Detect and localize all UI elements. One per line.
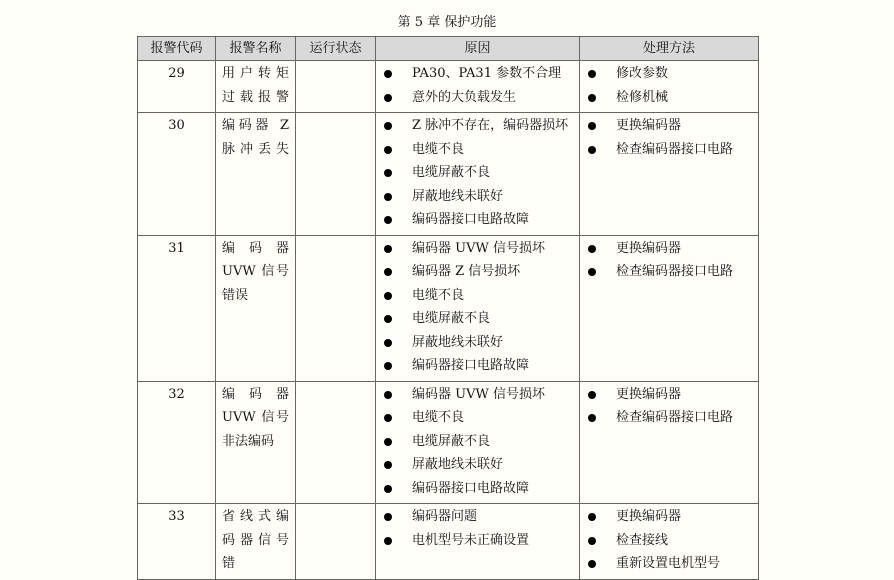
cause-cell-list (376, 505, 579, 552)
bullet-icon (384, 461, 392, 469)
table-row (138, 235, 759, 381)
solution-cell-list (580, 237, 758, 284)
cause-item-text: 电缆屏蔽不良 (412, 311, 491, 326)
cause-item (376, 185, 579, 209)
cause-item (376, 86, 579, 110)
solution-item (580, 114, 758, 138)
bullet-icon (588, 245, 596, 253)
solution-item-text: 更换编码器 (616, 240, 682, 256)
run-status-cell (296, 381, 376, 504)
cause-cell-list (376, 114, 579, 232)
cause-item (376, 138, 579, 162)
alarm-name-cell (216, 113, 296, 236)
header-cause: 原因 (376, 37, 580, 61)
cause-item-text: 编码器接口电路故障 (412, 358, 530, 373)
cause-cell (376, 504, 580, 580)
bullet-icon (588, 146, 596, 154)
bullet-icon (588, 414, 596, 422)
alarm-code-cell: 29 (138, 61, 216, 113)
bullet-icon (384, 169, 392, 177)
bullet-icon (384, 414, 392, 422)
alarm-name-line: 编 码 器 (222, 386, 289, 402)
cause-item-text: 编码器 UVW 信号损坏 (412, 386, 545, 402)
cause-item-text: 编码器 UVW 信号损坏 (412, 240, 545, 256)
bullet-icon (384, 122, 392, 130)
cause-item-text: 电缆屏蔽不良 (412, 165, 491, 180)
cause-item (376, 284, 579, 308)
cause-item (376, 161, 579, 185)
solution-item-text: 重新设置电机型号 (616, 556, 721, 571)
bullet-icon (384, 438, 392, 446)
solution-item-text: 检查编码器接口电路 (616, 141, 734, 157)
solution-cell-list (580, 114, 758, 161)
cause-item-text: 编码器 Z 信号损坏 (412, 264, 521, 279)
cause-cell-list (376, 62, 579, 109)
cause-item-text: 电缆不良 (412, 410, 465, 425)
solution-item (580, 237, 758, 261)
bullet-icon (588, 70, 596, 78)
alarm-code-cell: 32 (138, 381, 216, 504)
cause-cell (376, 235, 580, 381)
run-status-cell (296, 113, 376, 236)
cause-item (376, 114, 579, 138)
bullet-icon (384, 216, 392, 224)
cause-item-text: 屏蔽地线未联好 (412, 188, 504, 204)
alarm-name-line: 编 码 器 (222, 240, 289, 256)
alarm-name-line: 编码器 Z (222, 118, 289, 133)
solution-item (580, 138, 758, 162)
bullet-icon (384, 292, 392, 300)
solution-item-text: 更换编码器 (616, 386, 682, 402)
alarm-name-cell (216, 381, 296, 504)
bullet-icon (384, 245, 392, 253)
cause-item-text: 电缆屏蔽不良 (412, 433, 491, 449)
cause-item (376, 406, 579, 430)
cause-item-text: 电缆不良 (412, 141, 465, 157)
cause-item (376, 477, 579, 501)
solution-cell (580, 113, 759, 236)
solution-item-text: 更换编码器 (616, 509, 682, 524)
bullet-icon (588, 513, 596, 521)
bullet-icon (384, 513, 392, 521)
solution-item-text: 更换编码器 (616, 118, 682, 133)
solution-item-text: 修改参数 (616, 66, 669, 81)
bullet-icon (588, 560, 596, 568)
solution-item (580, 383, 758, 407)
table-body (138, 61, 759, 580)
solution-item-text: 检查编码器接口电路 (616, 410, 734, 425)
table-row (138, 381, 759, 504)
solution-cell (580, 61, 759, 113)
solution-item (580, 505, 758, 529)
alarm-code-cell: 30 (138, 113, 216, 236)
alarm-name-line: 用户转矩 (222, 66, 289, 81)
header-run-status: 运行状态 (296, 37, 376, 61)
solution-item (580, 62, 758, 86)
alarm-name-cell (216, 504, 296, 580)
cause-item-text: 屏蔽地线未联好 (412, 457, 504, 472)
bullet-icon (384, 537, 392, 545)
alarm-name-line: 非法编码 (222, 433, 275, 449)
solution-cell-list (580, 62, 758, 109)
cause-item (376, 307, 579, 331)
alarm-name-line: 码器信号 (222, 532, 289, 548)
alarm-code-cell: 33 (138, 504, 216, 580)
alarm-name-line: 错误 (222, 287, 249, 303)
alarm-name-line: 省线式编 (222, 509, 289, 524)
page-title: 第 5 章 保护功能 (397, 15, 497, 30)
cause-item-text: 编码器问题 (412, 509, 478, 524)
solution-cell (580, 235, 759, 381)
solution-cell-list (580, 505, 758, 576)
header-solution: 处理方法 (580, 37, 759, 61)
cause-cell (376, 61, 580, 113)
cause-item-text: Z 脉冲不存在，编码器损坏 (412, 118, 569, 133)
cause-item (376, 260, 579, 284)
cause-item (376, 383, 579, 407)
solution-item (580, 406, 758, 430)
solution-item (580, 86, 758, 110)
cause-item (376, 62, 579, 86)
solution-item-text: 检查编码器接口电路 (616, 264, 734, 279)
bullet-icon (384, 339, 392, 347)
cause-item (376, 354, 579, 378)
bullet-icon (384, 146, 392, 154)
bullet-icon (384, 362, 392, 370)
alarm-name-line: 错 (222, 556, 236, 571)
cause-item-text: 编码器接口电路故障 (412, 480, 530, 496)
cause-item-text: 屏蔽地线未联好 (412, 334, 504, 350)
cause-item (376, 430, 579, 454)
table-row (138, 61, 759, 113)
cause-cell (376, 113, 580, 236)
solution-item-text: 检修机械 (616, 89, 669, 105)
run-status-cell (296, 504, 376, 580)
cause-item-text: 电缆不良 (412, 287, 465, 303)
header-alarm-name: 报警名称 (216, 37, 296, 61)
bullet-icon (384, 315, 392, 323)
solution-cell (580, 381, 759, 504)
solution-cell-list (580, 383, 758, 430)
table-row (138, 113, 759, 236)
alarm-code-cell: 31 (138, 235, 216, 381)
run-status-cell (296, 235, 376, 381)
bullet-icon (588, 94, 596, 102)
alarm-name-line: 脉冲丢失 (222, 141, 289, 157)
alarm-name-cell (216, 235, 296, 381)
solution-item (580, 260, 758, 284)
cause-item-text: PA30、PA31 参数不合理 (412, 66, 562, 81)
bullet-icon (384, 485, 392, 493)
alarm-table (137, 36, 759, 580)
cause-item (376, 208, 579, 232)
cause-item (376, 331, 579, 355)
run-status-cell (296, 61, 376, 113)
cause-item-text: 意外的大负载发生 (412, 89, 517, 105)
cause-cell (376, 381, 580, 504)
cause-item (376, 505, 579, 529)
table-header-row (138, 37, 759, 61)
cause-item-text: 电机型号未正确设置 (412, 532, 530, 548)
bullet-icon (384, 193, 392, 201)
bullet-icon (384, 94, 392, 102)
cause-cell-list (376, 383, 579, 501)
alarm-name-line: UVW 信号 (222, 264, 289, 279)
cause-cell-list (376, 237, 579, 378)
solution-cell (580, 504, 759, 580)
bullet-icon (384, 70, 392, 78)
bullet-icon (588, 537, 596, 545)
cause-item-text: 编码器接口电路故障 (412, 212, 530, 227)
bullet-icon (384, 268, 392, 276)
bullet-icon (384, 391, 392, 399)
solution-item-text: 检查接线 (616, 532, 669, 548)
table-row (138, 504, 759, 580)
alarm-name-cell (216, 61, 296, 113)
alarm-name-line: UVW 信号 (222, 410, 289, 425)
bullet-icon (588, 268, 596, 276)
cause-item (376, 237, 579, 261)
solution-item (580, 529, 758, 553)
bullet-icon (588, 391, 596, 399)
cause-item (376, 453, 579, 477)
cause-item (376, 529, 579, 553)
alarm-name-line: 过载报警 (222, 89, 289, 105)
header-alarm-code: 报警代码 (138, 37, 216, 61)
bullet-icon (588, 122, 596, 130)
